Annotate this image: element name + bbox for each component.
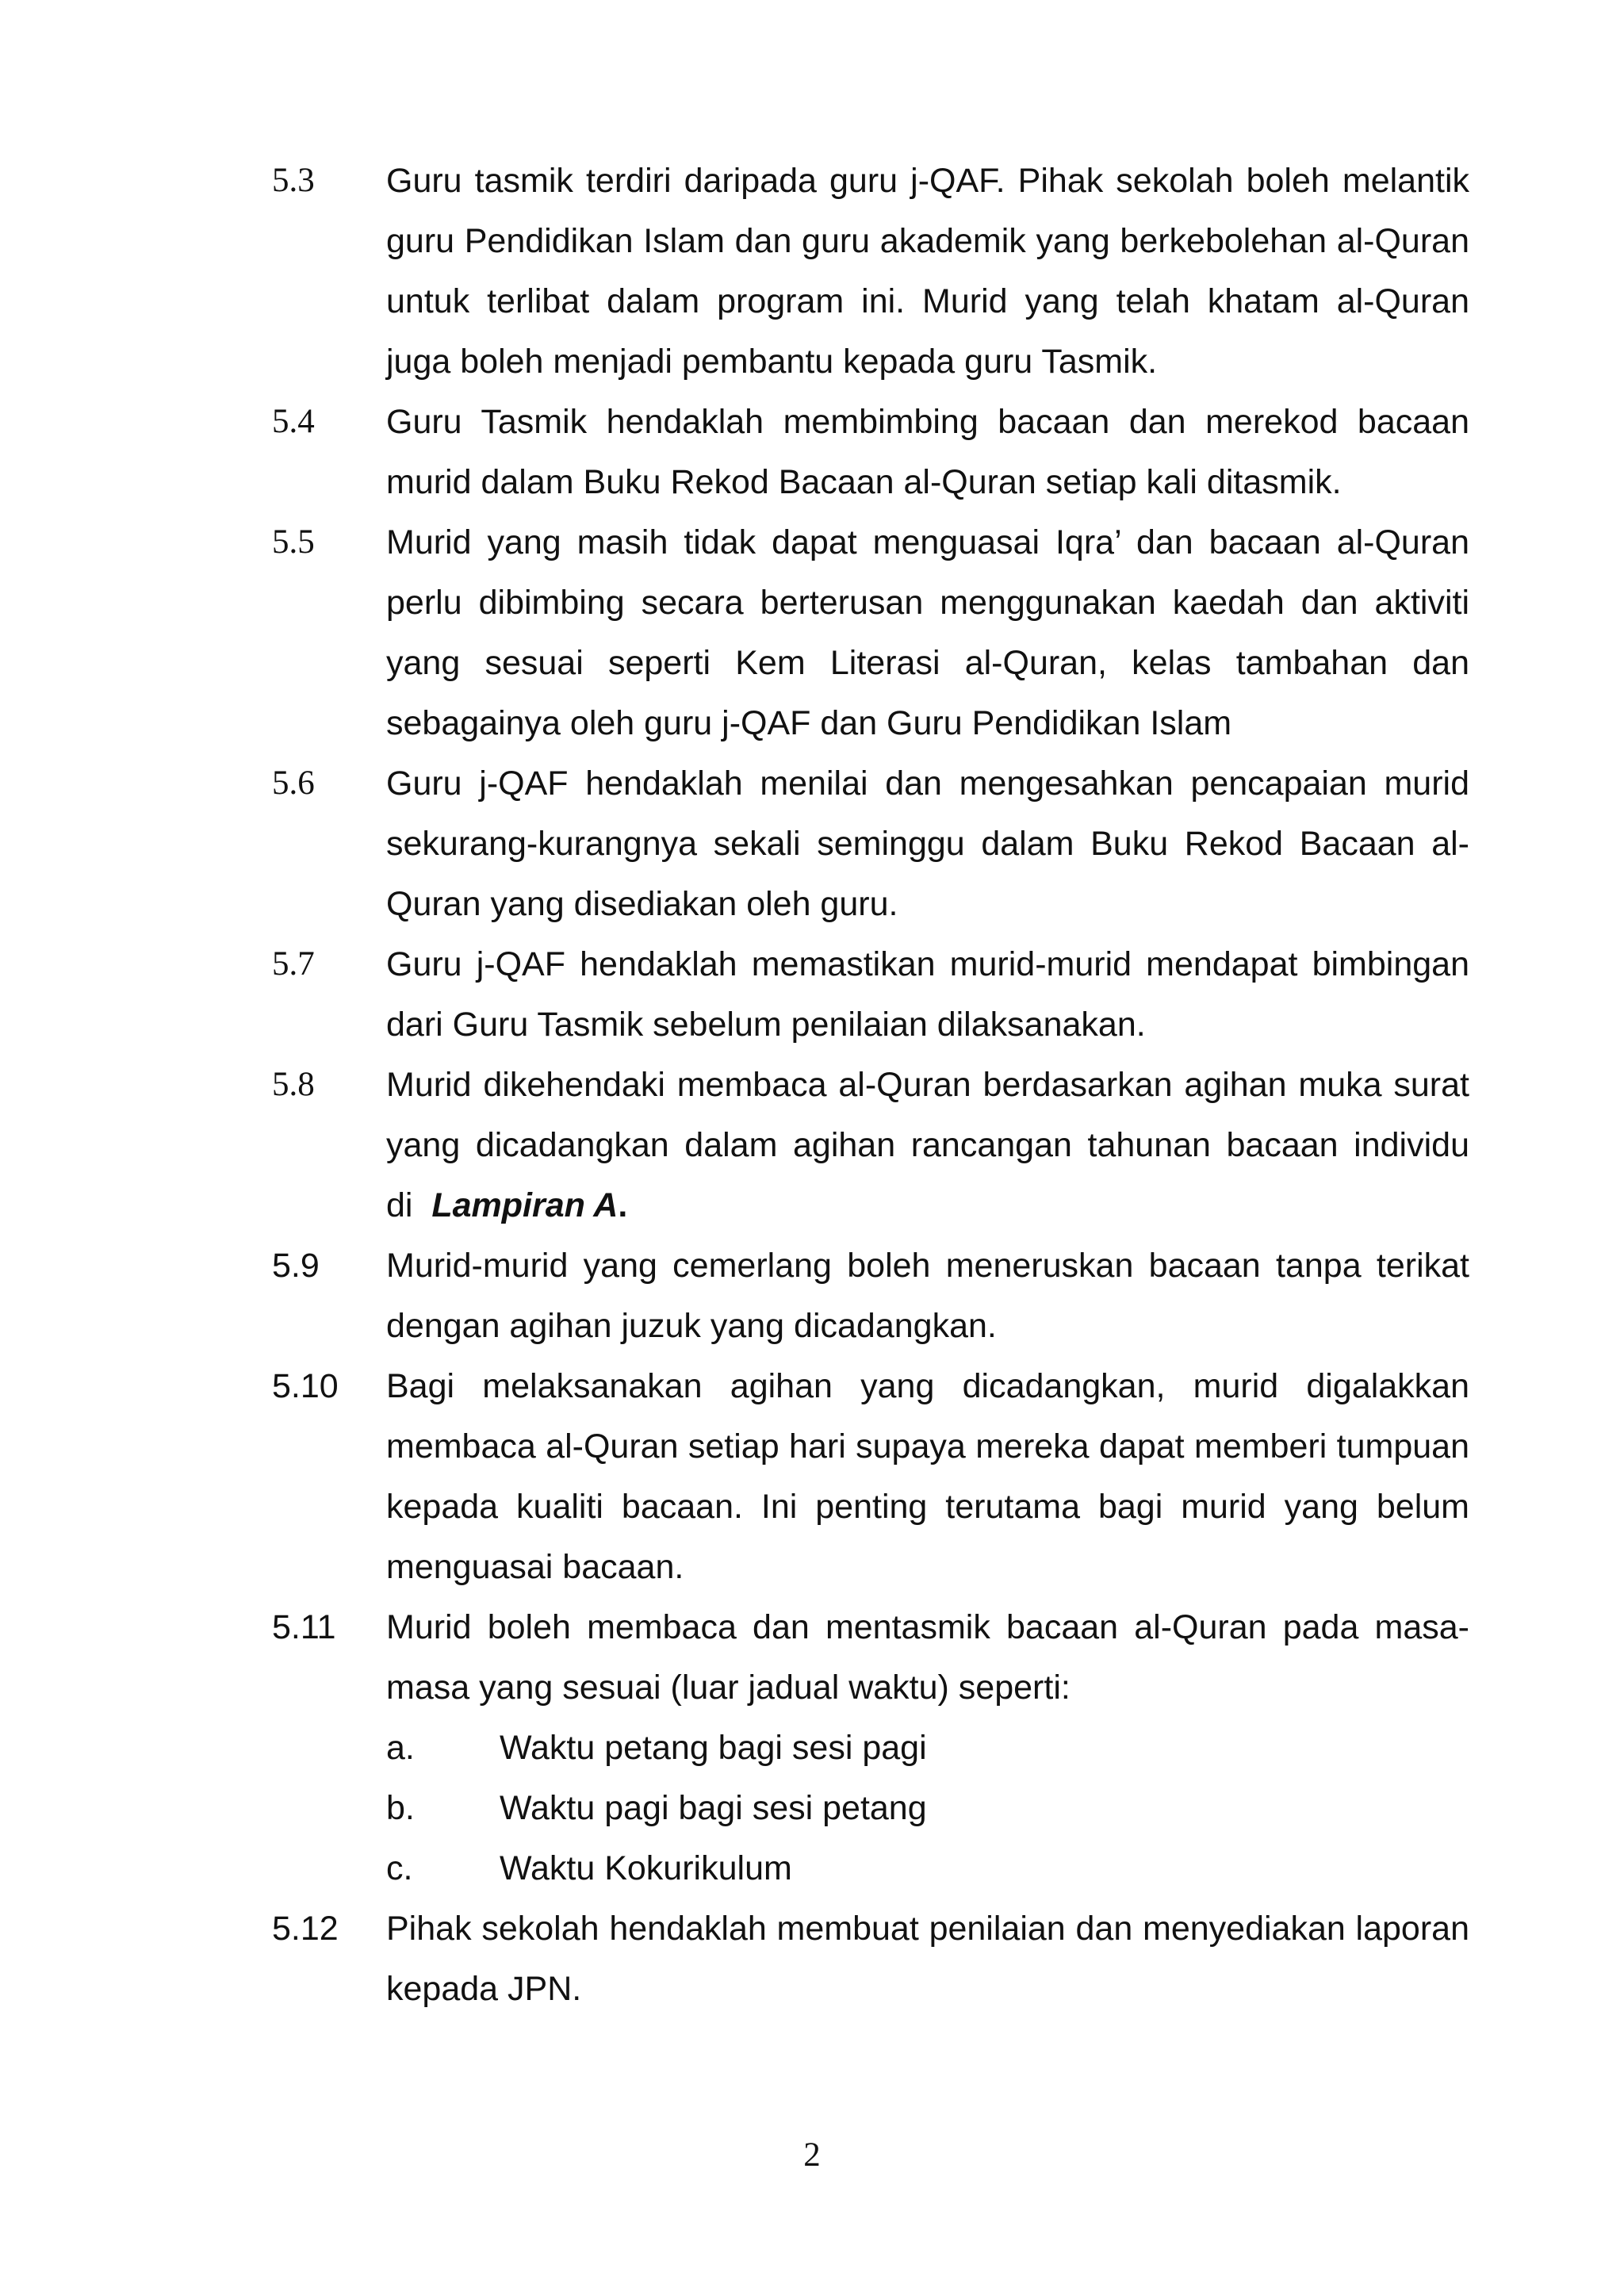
sub-item-b bbox=[386, 1778, 1469, 1838]
list-item-5-11 bbox=[272, 1597, 1469, 1718]
item-text: Murid boleh membaca dan mentasmik bacaan al-Quran pada masa-masa yang sesuai (luar jadual waktu) seperti: bbox=[386, 1608, 1469, 1707]
sub-item-letter: b. bbox=[386, 1789, 415, 1827]
list-item-5-3 bbox=[272, 151, 1469, 392]
item-number: 5.3 bbox=[272, 162, 315, 199]
item-number: 5.12 bbox=[272, 1910, 339, 1948]
appendix-reference: Lampiran A bbox=[431, 1186, 619, 1224]
item-text: Guru j-QAF hendaklah menilai dan mengesahkan pencapaian murid sekurang-kurangnya sekali seminggu dalam Buku Rekod Bacaan al-Quran yang disediakan oleh guru. bbox=[386, 764, 1469, 923]
list-item-5-10 bbox=[272, 1356, 1469, 1597]
item-text: Murid yang masih tidak dapat menguasai Iqra’ dan bacaan al-Quran perlu dibimbing secara berterusan menggunakan kaedah dan aktiviti yang sesuai seperti Kem Literasi al-Quran, kelas tambahan dan sebagainya oleh guru j-QAF dan Guru Pendidikan Islam bbox=[386, 523, 1469, 742]
sub-item-letter: a. bbox=[386, 1729, 415, 1767]
item-text: Guru j-QAF hendaklah memastikan murid-murid mendapat bimbingan dari Guru Tasmik sebelum penilaian dilaksanakan. bbox=[386, 945, 1469, 1044]
sub-item-text: Waktu petang bagi sesi pagi bbox=[500, 1729, 927, 1767]
item-text: Bagi melaksanakan agihan yang dicadangkan, murid digalakkan membaca al-Quran setiap hari supaya mereka dapat memberi tumpuan kepada kualiti bacaan. Ini penting terutama bagi murid yang belum menguasai bacaan. bbox=[386, 1367, 1469, 1586]
list-item-5-9 bbox=[272, 1236, 1469, 1356]
sub-item-a bbox=[386, 1718, 1469, 1778]
numbered-list bbox=[272, 151, 1469, 2019]
item-text bbox=[386, 1055, 1469, 1236]
item-text: Pihak sekolah hendaklah membuat penilaian dan menyediakan laporan kepada JPN. bbox=[386, 1910, 1469, 2008]
item-number: 5.7 bbox=[272, 945, 315, 983]
item-number: 5.4 bbox=[272, 403, 315, 440]
list-item-5-6 bbox=[272, 753, 1469, 934]
item-number: 5.11 bbox=[272, 1608, 336, 1646]
item-text: Murid-murid yang cemerlang boleh meneruskan bacaan tanpa terikat dengan agihan juzuk yang dicadangkan. bbox=[386, 1247, 1469, 1345]
list-item-5-8 bbox=[272, 1055, 1469, 1236]
item-number: 5.5 bbox=[272, 523, 315, 561]
item-number: 5.9 bbox=[272, 1247, 320, 1285]
item-text-body: Murid dikehendaki membaca al-Quran berdasarkan agihan muka surat yang dicadangkan dalam agihan rancangan tahunan bacaan individu di bbox=[386, 1066, 1469, 1224]
item-text-end: . bbox=[618, 1186, 628, 1224]
list-item-5-12 bbox=[272, 1898, 1469, 2019]
sub-item-letter: c. bbox=[386, 1849, 413, 1887]
list-item-5-5 bbox=[272, 512, 1469, 753]
item-number: 5.8 bbox=[272, 1066, 315, 1103]
sub-item-c bbox=[386, 1838, 1469, 1898]
list-item-5-4 bbox=[272, 392, 1469, 512]
item-text: Guru Tasmik hendaklah membimbing bacaan dan merekod bacaan murid dalam Buku Rekod Bacaan al-Quran setiap kali ditasmik. bbox=[386, 403, 1469, 501]
item-number: 5.6 bbox=[272, 764, 315, 802]
item-text: Guru tasmik terdiri daripada guru j-QAF. Pihak sekolah boleh melantik guru Pendidikan Islam dan guru akademik yang berkebolehan al-Quran untuk terlibat dalam program ini. Murid yang telah khatam al-Quran juga boleh menjadi pembantu kepada guru Tasmik. bbox=[386, 162, 1469, 381]
item-number: 5.10 bbox=[272, 1367, 339, 1405]
sub-item-text: Waktu Kokurikulum bbox=[500, 1849, 792, 1887]
page-number: 2 bbox=[803, 2136, 821, 2174]
list-item-5-7 bbox=[272, 934, 1469, 1055]
sub-item-text: Waktu pagi bagi sesi petang bbox=[500, 1789, 927, 1827]
